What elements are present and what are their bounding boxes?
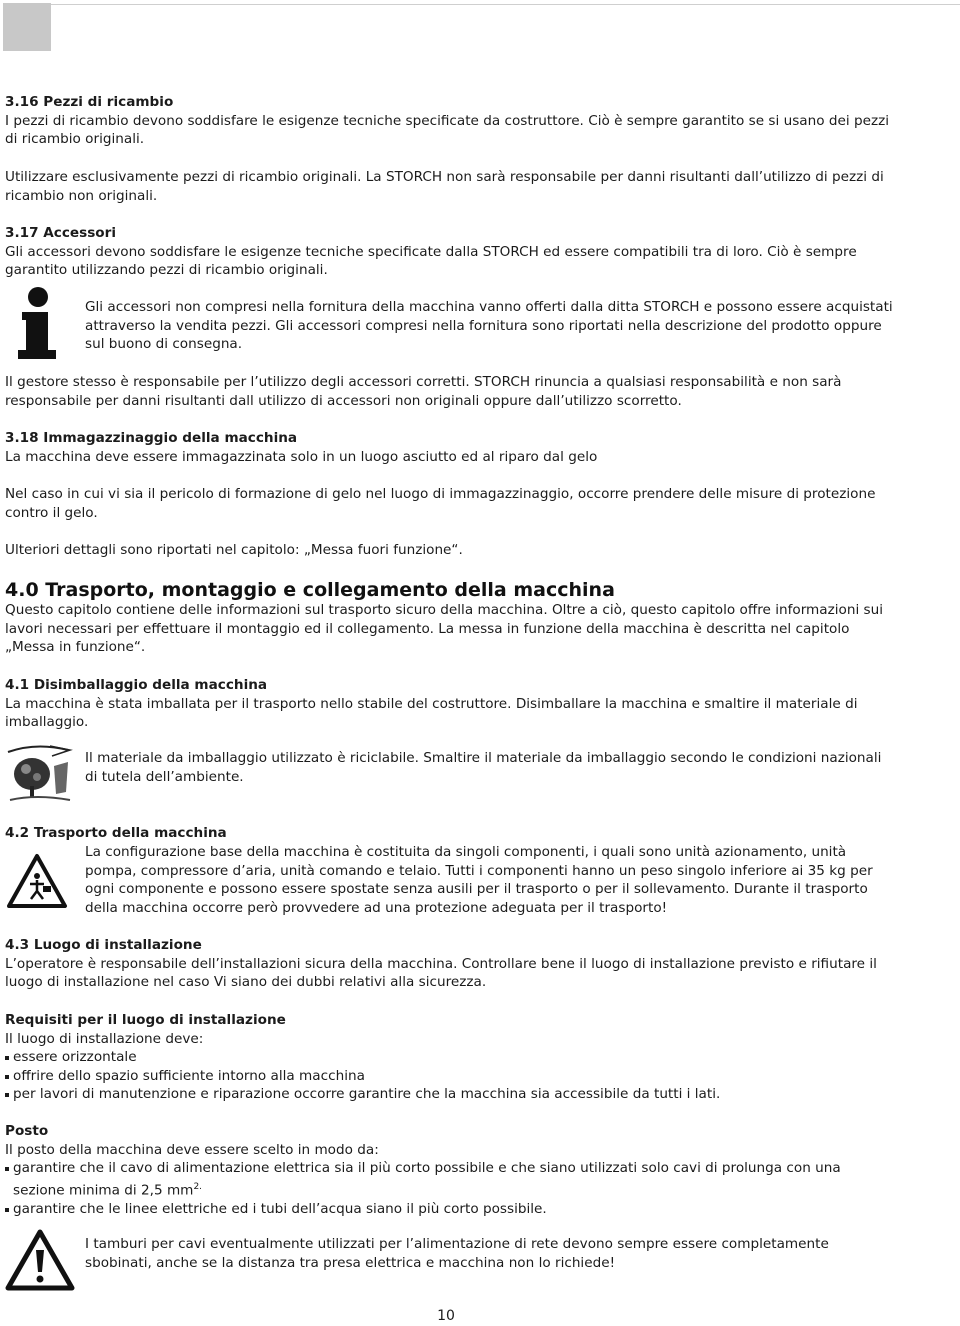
posto-block [5, 1122, 895, 1219]
list-item-text: garantire che il cavo di alimentazione elettrica sia il più corto possibile e che siano utilizzati solo cavi di prolunga con una sezione minima di 2,5 mm [13, 1160, 841, 1199]
paragraph: Utilizzare esclusivamente pezzi di ricambio originali. La STORCH non sarà responsabile per danni risultanti dall’utilizzo di pezzi di ricambio non originali. [5, 169, 884, 204]
warning-exclamation-icon [4, 1228, 76, 1292]
header-rule [51, 4, 960, 5]
section-3-18 [5, 429, 895, 466]
paragraph: Il luogo di installazione deve: [5, 1030, 204, 1047]
paragraph-block [5, 168, 895, 205]
section-title: 4.2 Trasporto della macchina [5, 825, 227, 841]
section-3-16 [5, 93, 895, 149]
paragraph: I pezzi di ricambio devono soddisfare le esigenze tecniche specificate da costruttore. Ciò è sempre garantito se si usano dei pezzi di ricambio originali. [5, 112, 890, 148]
paragraph-block [5, 373, 895, 410]
note-text: I tamburi per cavi eventualmente utilizzati per l’alimentazione di rete devono sempre essere completamente sbobinati, anche se la distanza tra presa elettrica e macchina non lo richiede! [85, 1236, 829, 1271]
paragraph-block [85, 843, 895, 917]
section-title: 4.3 Luogo di installazione [5, 937, 202, 953]
paragraph: La macchina deve essere immagazzinata solo in un luogo asciutto ed al riparo dal gelo [5, 448, 598, 465]
requirements-block [5, 1011, 895, 1104]
paragraph: La configurazione base della macchina è costituita da singoli componenti, i quali sono unità azionamento, unità pompa, compressore d’aria, unità comando e telaio. Tutti i componenti hanno un peso singolo inferiore ai 35 kg per ogni componente e possono essere spostate senza ausili per il trasporto o per il sollevamento. Durante il trasporto della macchina occorre però provvedere ad una protezione adeguata per il trasporto! [85, 844, 873, 916]
paragraph: Questo capitolo contiene delle informazioni sul trasporto sicuro della macchina. Oltre a ciò, questo capitolo offre informazioni sui lavori necessari per effettuare il montaggio ed il collegamento. La messa in funzione della macchina è descritta nel capitolo „Messa in funzione“. [5, 602, 884, 656]
list-item: per lavori di manutenzione e riparazione occorre garantire che la macchina sia accessibile da tutti i lati. [5, 1085, 895, 1104]
list-item: garantire che le linee elettriche ed i tubi dell’acqua siano il più corto possibile. [5, 1200, 895, 1219]
section-title: 3.18 Immagazzinaggio della macchina [5, 430, 298, 446]
environment-note [85, 749, 895, 786]
warning-icon [6, 853, 68, 909]
list-item [5, 1159, 895, 1200]
list-item: offrire dello spazio sufficiente intorno alla macchina [5, 1067, 895, 1086]
section-title: 3.16 Pezzi di ricambio [5, 94, 174, 110]
recycling-environment-icon [6, 744, 76, 806]
paragraph-block [5, 601, 895, 657]
paragraph: Il gestore stesso è responsabile per l’utilizzo degli accessori corretti. STORCH rinuncia a qualsiasi responsabilità e non sarà responsabile per danni risultanti dall utilizzo di accessori non originali oppure dall’utilizzo scorretto. [5, 374, 842, 409]
warning-note [85, 1235, 895, 1272]
paragraph: Ulteriori dettagli sono riportati nel capitolo: „Messa fuori funzione“. [5, 542, 463, 558]
subheading: Requisiti per il luogo di installazione [5, 1012, 286, 1028]
paragraph-block [5, 541, 895, 560]
list-item: essere orizzontale [5, 1048, 895, 1067]
info-note [85, 298, 895, 354]
paragraph-block [5, 485, 895, 522]
section-title: 3.17 Accessori [5, 225, 117, 241]
paragraph: La macchina è stata imballata per il trasporto nello stabile del costruttore. Disimballare la macchina e smaltire il materiale di imballaggio. [5, 695, 858, 731]
bullet-list [5, 1159, 895, 1218]
section-4-3 [5, 936, 895, 992]
chapter-title: 4.0 Trasporto, montaggio e collegamento della macchina [5, 579, 615, 601]
section-3-17 [5, 224, 895, 280]
note-text: Gli accessori non compresi nella fornitura della macchina vanno offerti dalla ditta STORCH e possono essere acquistati attraverso la vendita pezzi. Gli accessori compresi nella fornitura sono riportati nella descrizione del prodotto oppure sul buono di consegna. [85, 299, 893, 353]
superscript: 2. [193, 1181, 203, 1192]
section-4-1 [5, 676, 895, 732]
paragraph: Nel caso in cui vi sia il pericolo di formazione di gelo nel luogo di immagazzinaggio, occorre prendere delle misure di protezione contro il gelo. [5, 486, 876, 521]
note-text: Il materiale da imballaggio utilizzato è riciclabile. Smaltire il materiale da imballaggio secondo le condizioni nazionali di tutela dell’ambiente. [85, 750, 882, 785]
info-icon [12, 286, 62, 360]
bullet-list [5, 1048, 895, 1104]
subheading: Posto [5, 1123, 49, 1139]
section-title: 4.1 Disimballaggio della macchina [5, 677, 268, 693]
section-4-2-title [5, 824, 895, 843]
paragraph: L’operatore è responsabile dell’installazioni sicura della macchina. Controllare bene il luogo di installazione previsto e rifiutare il luogo di installazione nel caso Vi siano dei dubbi relativi alla sicurezza. [5, 955, 877, 991]
page-number: 10 [437, 1308, 455, 1324]
paragraph: Gli accessori devono soddisfare le esigenze tecniche specificate dalla STORCH ed essere compatibili tra di loro. Ciò è sempre garantito utilizzando pezzi di ricambio originali. [5, 243, 857, 279]
corner-tab [3, 3, 51, 51]
paragraph: Il posto della macchina deve essere scelto in modo da: [5, 1141, 379, 1158]
